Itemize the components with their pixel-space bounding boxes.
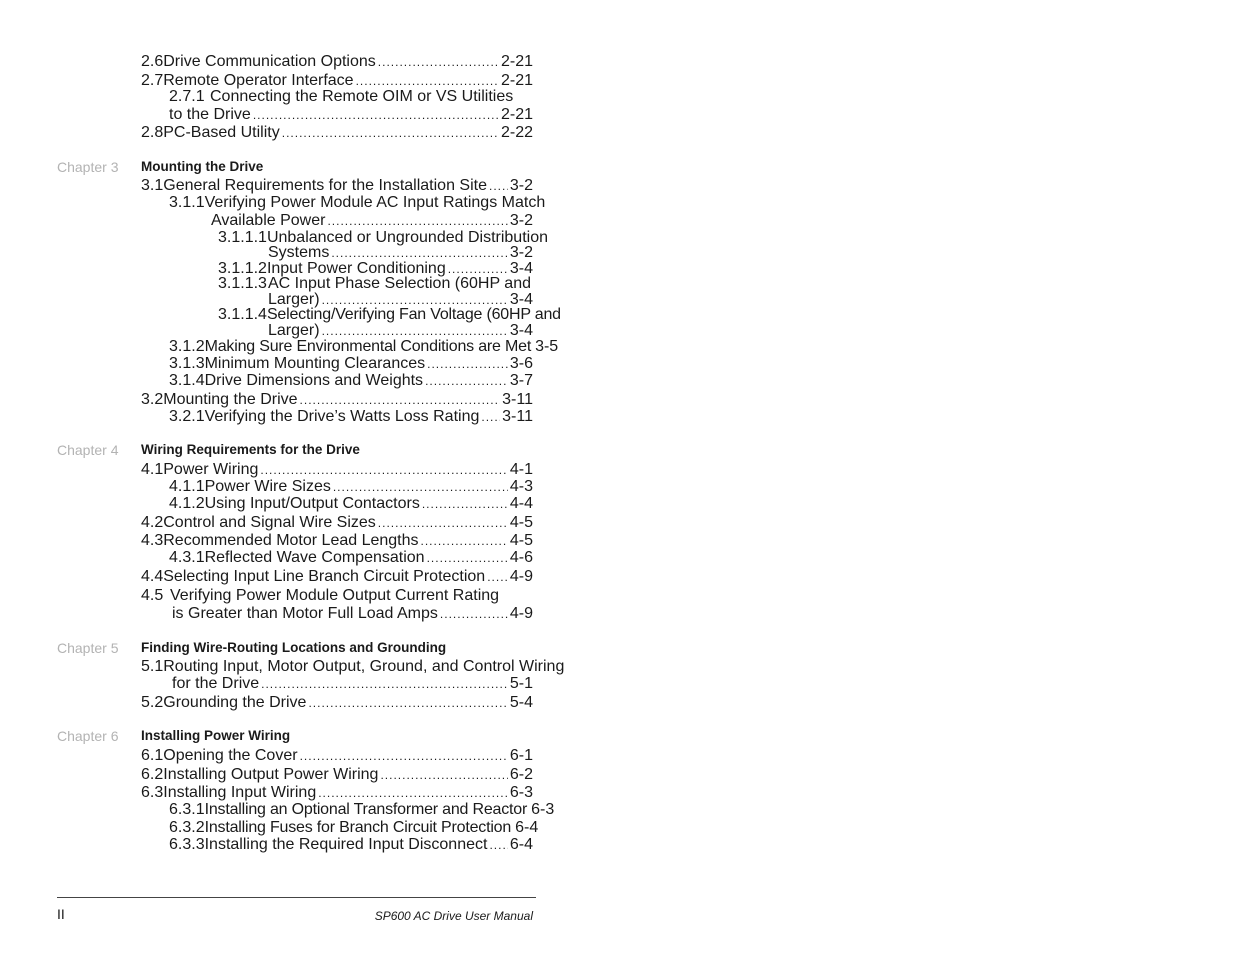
toc-entry bbox=[141, 514, 533, 530]
entry-text: Input Power Conditioning bbox=[266, 260, 446, 277]
entry-text: Power Wire Sizes bbox=[204, 478, 331, 495]
entry-number: 3.2 bbox=[141, 391, 164, 408]
leader-dots bbox=[322, 323, 508, 339]
toc-entry bbox=[169, 801, 555, 818]
entry-page: 3-11 bbox=[502, 391, 533, 408]
entry-text: PC-Based Utility bbox=[163, 124, 280, 141]
entry-page: 3-4 bbox=[509, 291, 533, 308]
chapter-label: Chapter 3 bbox=[57, 159, 119, 175]
leader-dots bbox=[282, 125, 499, 141]
toc-entry bbox=[169, 372, 533, 388]
entry-number: 3.1.1.4 bbox=[218, 306, 267, 323]
entry-number: 6.3.1 bbox=[169, 801, 205, 818]
chapter-label: Chapter 5 bbox=[57, 640, 119, 656]
entry-page: 6-3 bbox=[509, 784, 533, 801]
chapter-title: Installing Power Wiring bbox=[141, 728, 291, 743]
entry-text: Installing Output Power Wiring bbox=[163, 766, 379, 783]
entry-page: 3-4 bbox=[509, 260, 533, 277]
leader-dots bbox=[380, 767, 507, 783]
chapter-label: Chapter 4 bbox=[57, 442, 119, 458]
entry-page: 6-2 bbox=[509, 766, 533, 783]
entry-number: 4.3.1 bbox=[169, 549, 205, 566]
entry-number: 3.1.1 bbox=[169, 194, 205, 211]
entry-text: Using Input/Output Contactors bbox=[204, 495, 420, 512]
leader-dots bbox=[440, 606, 508, 622]
entry-number: 6.3.3 bbox=[169, 836, 205, 853]
entry-text: Recommended Motor Lead Lengths bbox=[163, 532, 419, 549]
entry-text: Power Wiring bbox=[163, 461, 259, 478]
entry-text: Mounting the Drive bbox=[163, 391, 298, 408]
entry-text: Installing Fuses for Branch Circuit Protection bbox=[204, 819, 512, 836]
toc-entry bbox=[141, 658, 565, 675]
toc-entry-continuation bbox=[268, 244, 533, 260]
entry-page: 4-6 bbox=[509, 549, 533, 566]
entry-page: 6-4 bbox=[509, 836, 533, 853]
toc-entry bbox=[218, 260, 533, 276]
footer-divider bbox=[57, 897, 536, 898]
toc-entry bbox=[169, 408, 533, 424]
entry-text: Control and Signal Wire Sizes bbox=[163, 514, 376, 531]
entry-number: 3.1.1.2 bbox=[218, 260, 267, 277]
chapter-title: Finding Wire-Routing Locations and Grounding bbox=[141, 640, 447, 655]
chapter-title: Wiring Requirements for the Drive bbox=[141, 442, 360, 457]
leader-dots bbox=[308, 695, 507, 711]
toc-entry-continuation bbox=[268, 322, 533, 338]
entry-page: 2-21 bbox=[500, 72, 533, 89]
entry-page: 4-9 bbox=[509, 568, 533, 585]
entry-number: 4.1 bbox=[141, 461, 164, 478]
entry-page: 5-4 bbox=[509, 694, 533, 711]
toc-entry-continuation bbox=[211, 212, 533, 228]
entry-text: Connecting the Remote OIM or VS Utilities bbox=[210, 88, 514, 105]
entry-text: Minimum Mounting Clearances bbox=[204, 355, 426, 372]
entry-page: 3-2 bbox=[509, 244, 533, 261]
entry-number: 4.1.2 bbox=[169, 495, 205, 512]
entry-page: 3-2 bbox=[509, 212, 533, 229]
entry-text: General Requirements for the Installation Site bbox=[163, 177, 487, 194]
leader-dots bbox=[327, 213, 507, 229]
leader-dots bbox=[253, 107, 499, 123]
toc-entry bbox=[169, 88, 533, 104]
entry-text: Remote Operator Interface bbox=[163, 72, 354, 89]
toc-entry bbox=[218, 306, 561, 323]
entry-page: 3-6 bbox=[509, 355, 533, 372]
entry-number: 2.7 bbox=[141, 72, 164, 89]
entry-text: Selecting/Verifying Fan Voltage (60HP and bbox=[266, 306, 561, 323]
entry-text: to the Drive bbox=[169, 106, 251, 123]
entry-page: 3-4 bbox=[509, 322, 533, 339]
entry-page: 2-21 bbox=[500, 106, 533, 123]
leader-dots bbox=[300, 748, 508, 764]
leader-dots bbox=[356, 73, 499, 89]
entry-number: 4.3 bbox=[141, 532, 164, 549]
entry-number: 4.4 bbox=[141, 568, 164, 585]
leader-dots bbox=[427, 356, 508, 372]
entry-number: 4.2 bbox=[141, 514, 164, 531]
entry-number: 5.1 bbox=[141, 658, 164, 675]
entry-text: Available Power bbox=[211, 212, 326, 229]
toc-entry-continuation bbox=[268, 291, 533, 307]
leader-dots bbox=[378, 54, 499, 70]
toc-entry bbox=[141, 177, 533, 193]
toc-entry bbox=[141, 391, 533, 407]
entry-number: 3.1.2 bbox=[169, 338, 205, 355]
toc-entry bbox=[141, 532, 533, 548]
toc-entry bbox=[169, 478, 533, 494]
entry-text: Larger) bbox=[268, 322, 320, 339]
toc-entry bbox=[141, 694, 533, 710]
entry-text: Making Sure Environmental Conditions are Met bbox=[204, 338, 532, 355]
leader-dots bbox=[318, 785, 508, 801]
entry-number: 4.5 bbox=[141, 587, 164, 604]
leader-dots bbox=[261, 676, 508, 692]
entry-number: 3.1.1.3 bbox=[218, 275, 267, 292]
leader-dots bbox=[425, 373, 508, 389]
entry-number: 3.1 bbox=[141, 177, 164, 194]
leader-dots bbox=[300, 392, 501, 408]
entry-number: 6.3 bbox=[141, 784, 164, 801]
toc-entry bbox=[169, 495, 533, 511]
toc-entry bbox=[141, 568, 533, 584]
entry-page: 2-22 bbox=[500, 124, 533, 141]
entry-number: 6.1 bbox=[141, 747, 164, 764]
entry-text: Installing Input Wiring bbox=[163, 784, 317, 801]
entry-number: 3.2.1 bbox=[169, 408, 205, 425]
entry-number: 6.3.2 bbox=[169, 819, 205, 836]
entry-number: 2.7.1 bbox=[169, 88, 205, 105]
entry-page: 2-21 bbox=[500, 53, 533, 70]
entry-page: 4-4 bbox=[509, 495, 533, 512]
toc-entry bbox=[141, 766, 533, 782]
entry-text: Larger) bbox=[268, 291, 320, 308]
leader-dots bbox=[421, 533, 508, 549]
entry-number: 3.1.3 bbox=[169, 355, 205, 372]
toc-entry-continuation bbox=[172, 675, 533, 691]
entry-text: Drive Communication Options bbox=[163, 53, 376, 70]
entry-number: 5.2 bbox=[141, 694, 164, 711]
toc-entry-continuation bbox=[169, 106, 533, 122]
leader-dots bbox=[489, 178, 508, 194]
toc-entry bbox=[169, 819, 539, 836]
entry-text: Verifying Power Module AC Input Ratings Match bbox=[204, 194, 546, 211]
entry-text: Verifying the Drive’s Watts Loss Rating bbox=[204, 408, 480, 425]
entry-number: 2.6 bbox=[141, 53, 164, 70]
toc-entry bbox=[169, 194, 546, 211]
leader-dots bbox=[331, 245, 508, 261]
leader-dots bbox=[378, 515, 508, 531]
entry-number: 3.1.1.1 bbox=[218, 229, 267, 246]
toc-entry bbox=[141, 124, 533, 140]
chapter-title: Mounting the Drive bbox=[141, 159, 264, 174]
entry-page: 4-1 bbox=[509, 461, 533, 478]
leader-dots bbox=[422, 496, 508, 512]
entry-text: Systems bbox=[268, 244, 330, 261]
entry-number: 3.1.4 bbox=[169, 372, 205, 389]
entry-page: 4-5 bbox=[509, 514, 533, 531]
entry-page: 6-3 bbox=[531, 801, 555, 818]
entry-number: 4.1.1 bbox=[169, 478, 205, 495]
entry-page: 3-5 bbox=[535, 338, 559, 355]
toc-entry bbox=[169, 355, 533, 371]
entry-text: Grounding the Drive bbox=[163, 694, 307, 711]
entry-text: Reflected Wave Compensation bbox=[204, 549, 425, 566]
entry-text: Opening the Cover bbox=[163, 747, 298, 764]
leader-dots bbox=[489, 837, 507, 853]
entry-text: AC Input Phase Selection (60HP and bbox=[268, 275, 531, 292]
leader-dots bbox=[481, 409, 500, 425]
toc-entry-continuation bbox=[172, 605, 533, 621]
leader-dots bbox=[333, 479, 508, 495]
footer-manual-title: SP600 AC Drive User Manual bbox=[374, 909, 533, 923]
entry-text: for the Drive bbox=[172, 675, 260, 692]
leader-dots bbox=[260, 462, 507, 478]
toc-entry bbox=[141, 747, 533, 763]
toc-entry bbox=[141, 587, 533, 603]
entry-page: 3-11 bbox=[502, 408, 533, 425]
entry-text: Unbalanced or Ungrounded Distribution bbox=[266, 229, 548, 246]
chapter-label: Chapter 6 bbox=[57, 728, 119, 744]
entry-page: 6-1 bbox=[509, 747, 533, 764]
toc-entry bbox=[218, 229, 548, 246]
entry-page: 3-2 bbox=[509, 177, 533, 194]
entry-text: Drive Dimensions and Weights bbox=[204, 372, 424, 389]
toc-entry bbox=[169, 549, 533, 565]
leader-dots bbox=[427, 550, 508, 566]
entry-text: Selecting Input Line Branch Circuit Protection bbox=[163, 568, 486, 585]
leader-dots bbox=[487, 569, 508, 585]
footer-page-number: II bbox=[57, 906, 65, 922]
entry-page: 4-5 bbox=[509, 532, 533, 549]
entry-page: 6-4 bbox=[515, 819, 539, 836]
entry-number: 2.8 bbox=[141, 124, 164, 141]
entry-page: 4-9 bbox=[509, 605, 533, 622]
entry-text: Installing an Optional Transformer and Reactor bbox=[204, 801, 528, 818]
entry-page: 4-3 bbox=[509, 478, 533, 495]
toc-entry bbox=[169, 338, 559, 355]
toc-entry bbox=[141, 784, 533, 800]
toc-entry bbox=[169, 836, 533, 852]
entry-number: 6.2 bbox=[141, 766, 164, 783]
entry-text: Verifying Power Module Output Current Rating bbox=[170, 587, 500, 604]
toc-entry bbox=[141, 461, 533, 477]
entry-text: Installing the Required Input Disconnect bbox=[204, 836, 488, 853]
entry-page: 3-7 bbox=[509, 372, 533, 389]
entry-page: 5-1 bbox=[509, 675, 533, 692]
entry-text: is Greater than Motor Full Load Amps bbox=[172, 605, 438, 622]
entry-text: Routing Input, Motor Output, Ground, and Control Wiring bbox=[163, 658, 565, 675]
toc-entry bbox=[218, 275, 533, 291]
toc-entry bbox=[141, 53, 533, 69]
toc-entry bbox=[141, 72, 533, 88]
